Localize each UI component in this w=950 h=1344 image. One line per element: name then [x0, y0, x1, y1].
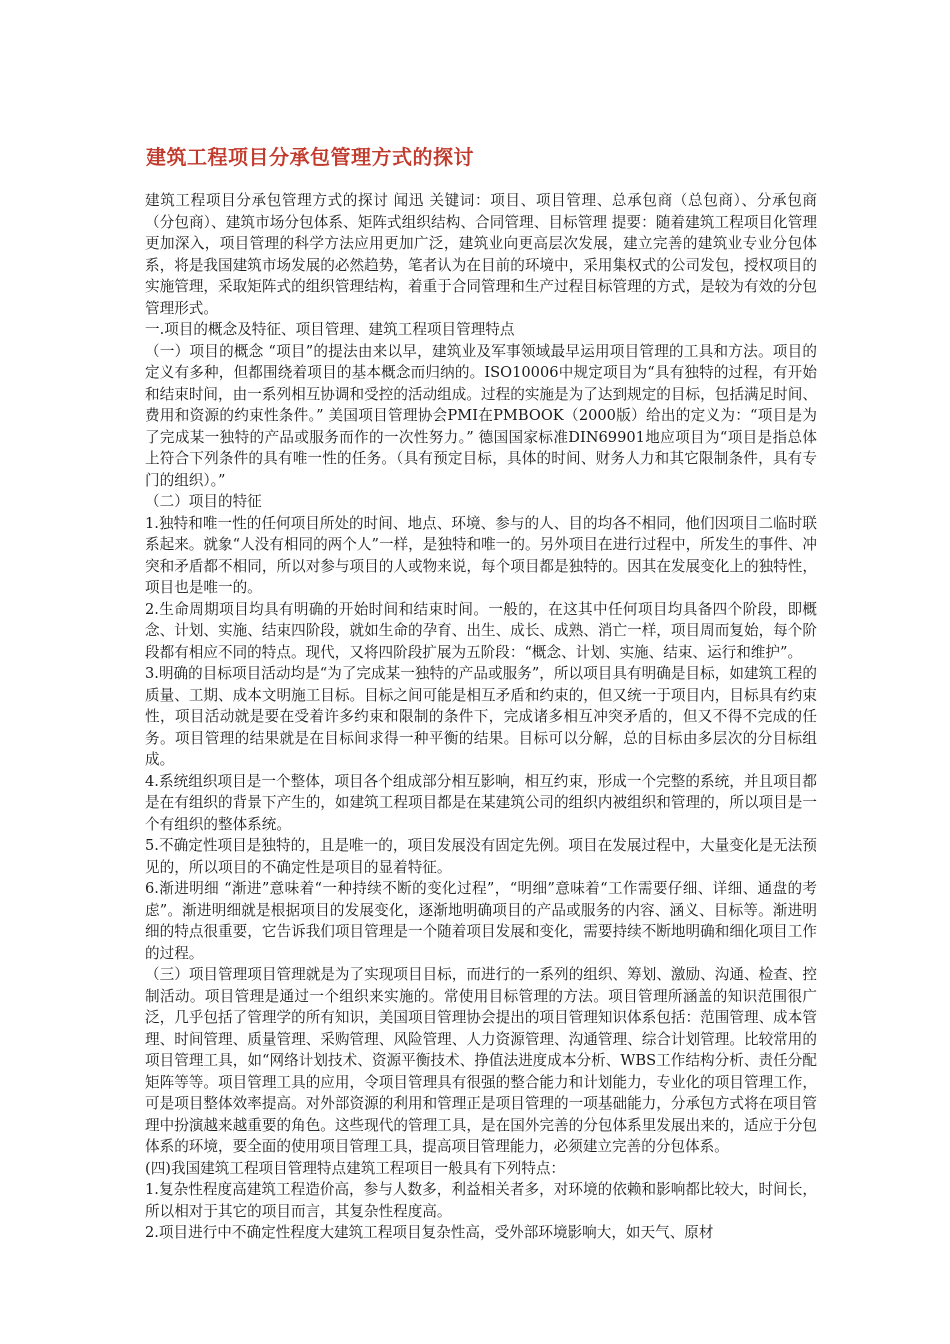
paragraph-project-management: （三）项目管理项目管理就是为了实现项目目标，而进行的一系列的组织、筹划、激励、沟通、检查、控制活动。项目管理是通过一个组织来实施的。常使用目标管理的方法。项目管理所涵盖的知识范围很广泛，几乎包括了管理学的所有知识，美国项目管理协会提出的项目管理知识体系包括：范围管理、成本管理、时间管理、质量管理、采购管理、风险管理、人力资源管理、沟通管理、综合计划管理。比较常用的项目管理工具，如“网络计划技术、资源平衡技术、挣值法进度成本分析、WBS工作结构分析、责任分配矩阵等等。项目管理工具的应用，令项目管理具有很强的整合能力和计划能力，专业化的项目管理工作，可是项目整体效率提高。对外部资源的利用和管理正是项目管理的一项基础能力，分承包方式将在项目管理中扮演越来越重要的角色。这些现代的管理工具，是在国外完善的分包体系里发展出来的，适应于分包体系的环境，要全面的使用项目管理工具，提高项目管理能力，必须建立完善的分包体系。 [145, 966, 817, 1155]
paragraph-feature-6: 6.渐进明细 “渐进”意味着“一种持续不断的变化过程”，“明细”意味着“工作需要仔细、详细、通盘的考虑”。渐进明细就是根据项目的发展变化，逐渐地明确项目的产品或服务的内容、涵义、目标等。渐进明细的特点很重要，它告诉我们项目管理是一个随着项目发展和变化，需要持续不断地明确和细化项目工作的过程。 [145, 880, 817, 962]
paragraph-feature-4: 4.系统组织项目是一个整体，项目各个组成部分相互影响，相互约束，形成一个完整的系统，并且项目都是在有组织的背景下产生的，如建筑工程项目都是在某建筑公司的组织内被组织和管理的，所以项目是一个有组织的整体系统。 [145, 772, 817, 833]
paragraph-feature-3: 3.明确的目标项目活动均是“为了完成某一独特的产品或服务”，所以项目具有明确是目标，如建筑工程的质量、工期、成本文明施工目标。目标之间可能是相互矛盾和约束的，但又统一于项目内，目标具有约束性，项目活动就是要在受着许多约束和限制的条件下，完成诸多相互冲突矛盾的，但又不得不完成的任务。项目管理的结果就是在目标间求得一种平衡的结果。目标可以分解，总的目标由多层次的分目标组成。 [145, 665, 817, 768]
subsection-heading-features: （二）项目的特征 [145, 493, 262, 510]
paragraph-feature-1: 1.独特和唯一性的任何项目所处的时间、地点、环境、参与的人、目的均各不相同，他们因项目二临时联系起来。就象“人没有相同的两个人”一样，是独特和唯一的。另外项目在进行过程中，所发生的事件、冲突和矛盾都不相同，所以对参与项目的人或物来说，每个项目都是独特的。因其在发展变化上的独特性，项目也是唯一的。 [145, 514, 817, 596]
paragraph-feature-5: 5.不确定性项目是独特的，且是唯一的，项目发展没有固定先例。项目在发展过程中，大量变化是无法预见的，所以项目的不确定性是项目的显着特征。 [145, 837, 817, 876]
paragraph-characteristic-1: 1.复杂性程度高建筑工程造价高，参与人数多，利益相关者多，对环境的依赖和影响都比较大，时间长，所以相对于其它的项目而言，其复杂性程度高。 [145, 1181, 817, 1220]
paragraph-project-concept: （一）项目的概念 “项目”的提法由来以早，建筑业及军事领域最早运用项目管理的工具和方法。项目的定义有多种，但都围绕着项目的基本概念而归纳的。ISO10006中规定项目为“具有独特的过程，有开始和结束时间，由一系列相互协调和受控的活动组成。过程的实施是为了达到规定的目标，包括满足时间、费用和资源的约束性条件。” 美国项目管理协会PMI在PMBOOK（2000版）给出的定义为：“项目是为了完成某一独特的产品或服务而作的一次性努力。” 德国国家标准DIN69901地应项目为“项目是指总体上符合下列条件的具有唯一性的任务。（具有预定目标，具体的时间、财务人力和其它限制条件，具有专门的组织）。” [145, 342, 817, 489]
paragraph-feature-2: 2.生命周期项目均具有明确的开始时间和结束时间。一般的，在这其中任何项目均具备四个阶段，即概念、计划、实施、结束四阶段，就如生命的孕育、出生、成长、成熟、消亡一样，项目周而复始，每个阶段都有相应不同的特点。现代，又将四阶段扩展为五阶段：“概念、计划、实施、结束、运行和维护”。 [145, 600, 817, 661]
paragraph-intro: 建筑工程项目分承包管理方式的探讨 闻迅 关键词：项目、项目管理、总承包商（总包商）、分承包商（分包商）、建筑市场分包体系、矩阵式组织结构、合同管理、目标管理 提要：随着建筑工程项目化管理更加深入，项目管理的科学方法应用更加广泛，建筑业向更高层次发展，建立完善的建筑业专业分包体系，将是我国建筑市场发展的必然趋势，笔者认为在目前的环境中，采用集权式的公司发包，授权项目的实施管理，采取矩阵式的组织管理结构，着重于合同管理和生产过程目标管理的方式，是较为有效的分包管理形式。 [145, 192, 817, 317]
document-body [145, 190, 817, 1244]
subsection-heading-characteristics: (四)我国建筑工程项目管理特点建筑工程项目一般具有下列特点： [145, 1159, 566, 1177]
document-title: 建筑工程项目分承包管理方式的探讨 [146, 145, 474, 169]
paragraph-characteristic-2: 2.项目进行中不确定性程度大建筑工程项目复杂性高，受外部环境影响大，如天气、原材 [145, 1224, 714, 1241]
section-heading-1: 一.项目的概念及特征、项目管理、建筑工程项目管理特点 [145, 321, 515, 338]
